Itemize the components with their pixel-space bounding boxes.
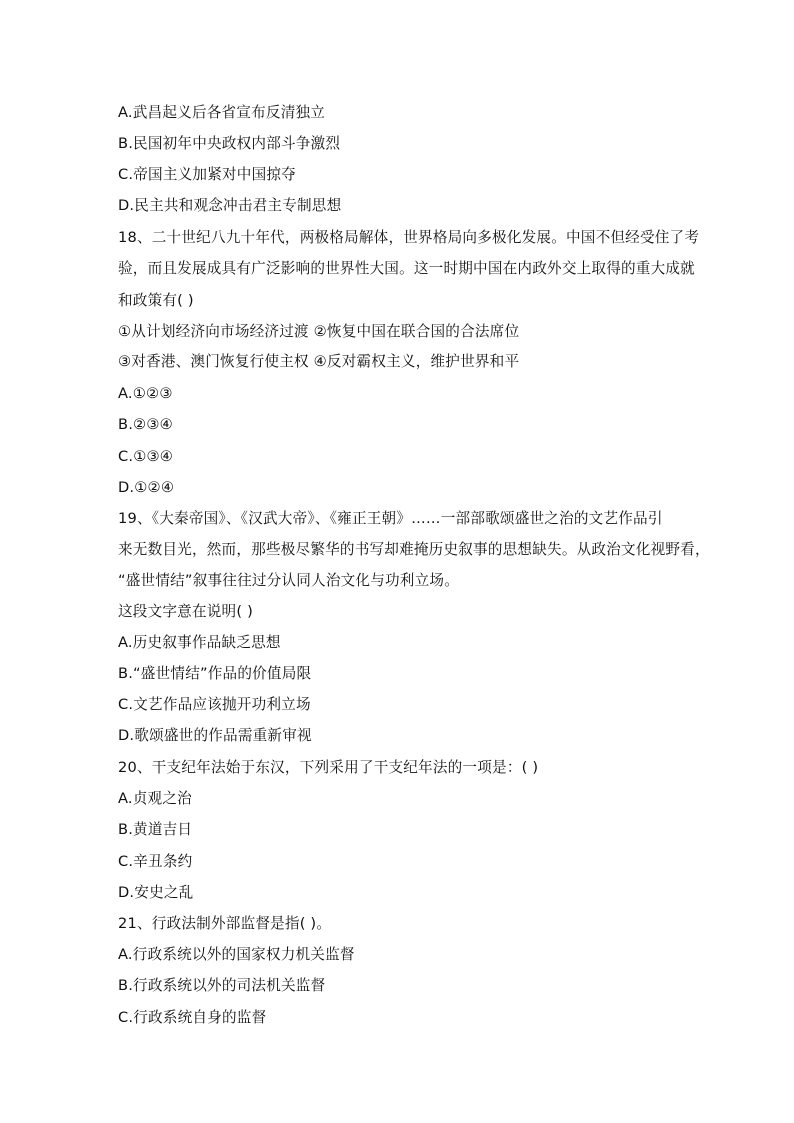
text-line: 21、行政法制外部监督是指( )。 xyxy=(118,915,332,932)
text-line: C.行政系统自身的监督 xyxy=(118,1009,267,1026)
text-line: A.历史叙事作品缺乏思想 xyxy=(118,634,281,651)
text-line: 19、《大秦帝国》、《汉武大帝》、《雍正王朝》……一部部歌颂盛世之治的文艺作品引 xyxy=(118,510,663,527)
text-line: B.行政系统以外的司法机关监督 xyxy=(118,977,326,994)
text-line: A.①②③ xyxy=(118,385,173,402)
text-line: C.辛丑条约 xyxy=(118,853,193,870)
text-line: B.“盛世情结”作品的价值局限 xyxy=(118,665,312,682)
text-line: D.民主共和观念冲击君主专制思想 xyxy=(118,197,342,214)
text-line: C.①③④ xyxy=(118,448,174,465)
text-line: 来无数目光，然而，那些极尽繁华的书写却难掩历史叙事的思想缺失。从政治文化视野看， xyxy=(118,541,710,558)
text-line: B.民国初年中央政权内部斗争激烈 xyxy=(118,135,341,152)
text-line: B.黄道吉日 xyxy=(118,821,193,838)
text-line: D.安史之乱 xyxy=(118,884,194,901)
text-line: ③对香港、澳门恢复行使主权 ④反对霸权主义，维护世界和平 xyxy=(118,353,520,370)
text-line: A.贞观之治 xyxy=(118,790,192,807)
text-line: A.行政系统以外的国家权力机关监督 xyxy=(118,946,355,963)
text-line: C.帝国主义加紧对中国掠夺 xyxy=(118,166,296,183)
text-line: B.②③④ xyxy=(118,416,173,433)
text-line: D.①②④ xyxy=(118,479,175,496)
text-line: ①从计划经济向市场经济过渡 ②恢复中国在联合国的合法席位 xyxy=(118,323,520,340)
text-line: 18、二十世纪八九十年代，两极格局解体，世界格局向多极化发展。中国不但经受住了考 xyxy=(118,229,700,246)
text-line: D.歌颂盛世的作品需重新审视 xyxy=(118,727,312,744)
text-line: “盛世情结”叙事往往过分认同人治文化与功利立场。 xyxy=(118,572,459,589)
text-line: 和政策有( ) xyxy=(118,292,194,309)
text-line: 20、干支纪年法始于东汉，下列采用了干支纪年法的一项是：( ) xyxy=(118,759,539,776)
text-line: 这段文字意在说明( ) xyxy=(118,603,253,620)
text-line: 验，而且发展成具有广泛影响的世界性大国。这一时期中国在内政外交上取得的重大成就 xyxy=(118,260,695,277)
text-line: A.武昌起义后各省宣布反清独立 xyxy=(118,104,326,121)
text-line: C.文艺作品应该抛开功利立场 xyxy=(118,696,311,713)
